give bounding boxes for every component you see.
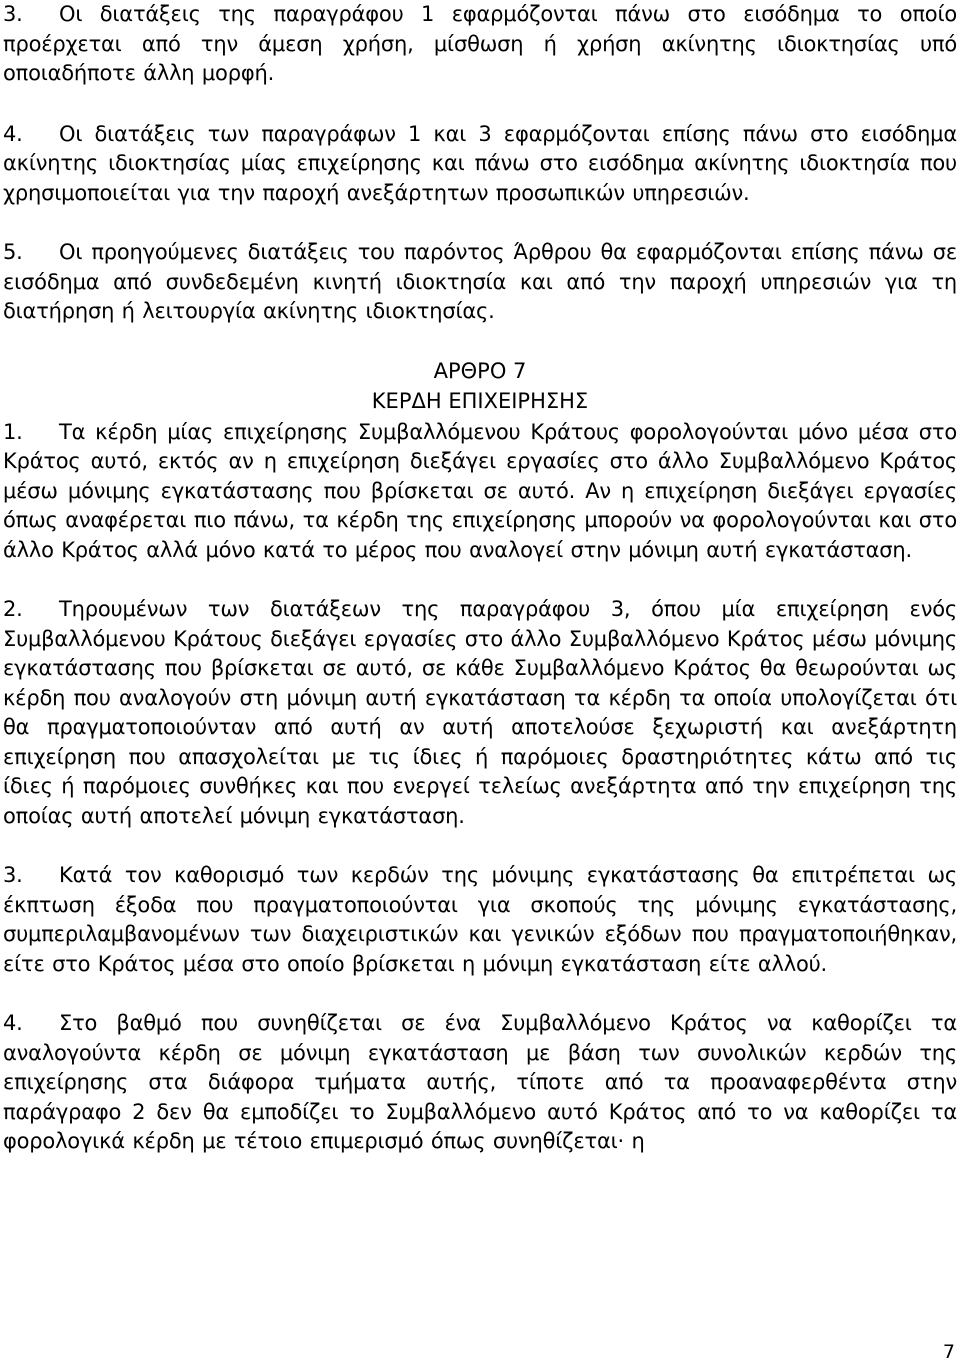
paragraph-text: Κατά τον καθορισμό των κερδών της μόνιμης εγκατάστασης θα επιτρέπεται ως έκπτωση έξοδα που πραγματοποιούνται για σκοπούς της μόνιμης εγκατάστασης, συμπεριλαμβανομένων των διαχειριστικών και γενικών εξόδων που πραγματοποιήθηκαν, είτε στο Κράτος μέσα στο οποίο βρίσκεται η μόνιμη εγκατάσταση είτε αλλού. [3, 863, 957, 976]
paragraph-number: 4. [3, 121, 23, 146]
article-paragraph-3 [3, 861, 957, 979]
paragraph-number: 4. [3, 1011, 23, 1035]
paragraph-text: Οι προηγούμενες διατάξεις του παρόντος Άρθρου θα εφαρμόζονται επίσης πάνω σε εισόδημα από συνδεδεμένη κινητή ιδιοκτησία και από την παροχή υπηρεσιών για τη διατήρηση ή λειτουργία ακίνητης ιδιοκτησίας. [3, 240, 957, 323]
paragraph-number: 3. [3, 2, 23, 26]
paragraph-number: 2. [3, 597, 23, 621]
paragraph-number: 1. [3, 419, 23, 444]
page-number: 7 [942, 1341, 955, 1363]
article-heading [3, 356, 957, 416]
paragraph-text: Τα κέρδη μίας επιχείρησης Συμβαλλόμενου Κράτους φορολογούνται μόνο μέσα στο Κράτος αυτό, εκτός αν η επιχείρηση διεξάγει εργασίες στο άλλο Συμβαλλόμενο Κράτος μέσω μόνιμης εγκατάστασης που βρίσκεται σε αυτό. Αν η επιχείρηση διεξάγει εργασίες όπως αναφέρεται πιο πάνω, τα κέρδη της επιχείρησης μπορούν να φορολογούνται και στο άλλο Κράτος αλλά μόνο κατά το μέρος που αναλογεί στην μόνιμη αυτή εγκατάσταση. [3, 419, 957, 562]
article-paragraph-1 [3, 418, 957, 566]
paragraph-5 [3, 238, 957, 327]
document-page [3, 0, 957, 1157]
paragraph-number: 5. [3, 240, 23, 264]
paragraph-number: 3. [3, 863, 23, 887]
article-title: ΚΕΡΔΗ ΕΠΙΧΕΙΡΗΣΗΣ [371, 388, 589, 413]
paragraph-4 [3, 120, 957, 209]
article-number: ΑΡΘΡΟ 7 [433, 358, 527, 383]
paragraph-3 [3, 0, 957, 89]
article-paragraph-4 [3, 1009, 957, 1157]
paragraph-text: Οι διατάξεις των παραγράφων 1 και 3 εφαρμόζονται επίσης πάνω στο εισόδημα ακίνητης ιδιοκτησίας μίας επιχείρησης και πάνω στο εισόδημα ακίνητης ιδιοκτησία που χρησιμοποιείται για την παροχή ανεξάρτητων προσωπικών υπηρεσιών. [3, 121, 957, 205]
paragraph-text: Στο βαθμό που συνηθίζεται σε ένα Συμβαλλόμενο Κράτος να καθορίζει τα αναλογούντα κέρδη σε μόνιμη εγκατάσταση με βάση των συνολικών κερδών της επιχείρησης στα διάφορα τμήματα αυτής, τίποτε από τα προαναφερθέντα στην παράγραφο 2 δεν θα εμποδίζει το Συμβαλλόμενο αυτό Κράτος από το να καθορίζει τα φορολογικά κέρδη με τέτοιο επιμερισμό όπως συνηθίζεται· η [3, 1011, 957, 1153]
article-paragraph-2 [3, 595, 957, 831]
paragraph-text: Τηρουμένων των διατάξεων της παραγράφου 3, όπου μία επιχείρηση ενός Συμβαλλόμενου Κράτους διεξάγει εργασίες στο άλλο Συμβαλλόμενο Κράτος μέσω μόνιμης εγκατάστασης που βρίσκεται σε αυτό, σε κάθε Συμβαλλόμενο Κράτος θα θεωρούνται ως κέρδη που αναλογούν στη μόνιμη αυτή εγκατάσταση τα κέρδη τα οποία υπολογίζεται ότι θα πραγματοποιούνταν από αυτή αν αυτή αποτελούσε ξεχωριστή και ανεξάρτητη επιχείρηση που απασχολείται με τις ίδιες ή παρόμοιες δραστηριότητες κάτω από τις ίδιες ή παρόμοιες συνθήκες και που ενεργεί τελείως ανεξάρτητα από την επιχείρηση της οποίας αυτή αποτελεί μόνιμη εγκατάσταση. [3, 597, 957, 828]
paragraph-text: Οι διατάξεις της παραγράφου 1 εφαρμόζονται πάνω στο εισόδημα το οποίο προέρχεται από την άμεση χρήση, μίσθωση ή χρήση ακίνητης ιδιοκτησίας υπό οποιαδήποτε άλλη μορφή. [3, 2, 957, 85]
